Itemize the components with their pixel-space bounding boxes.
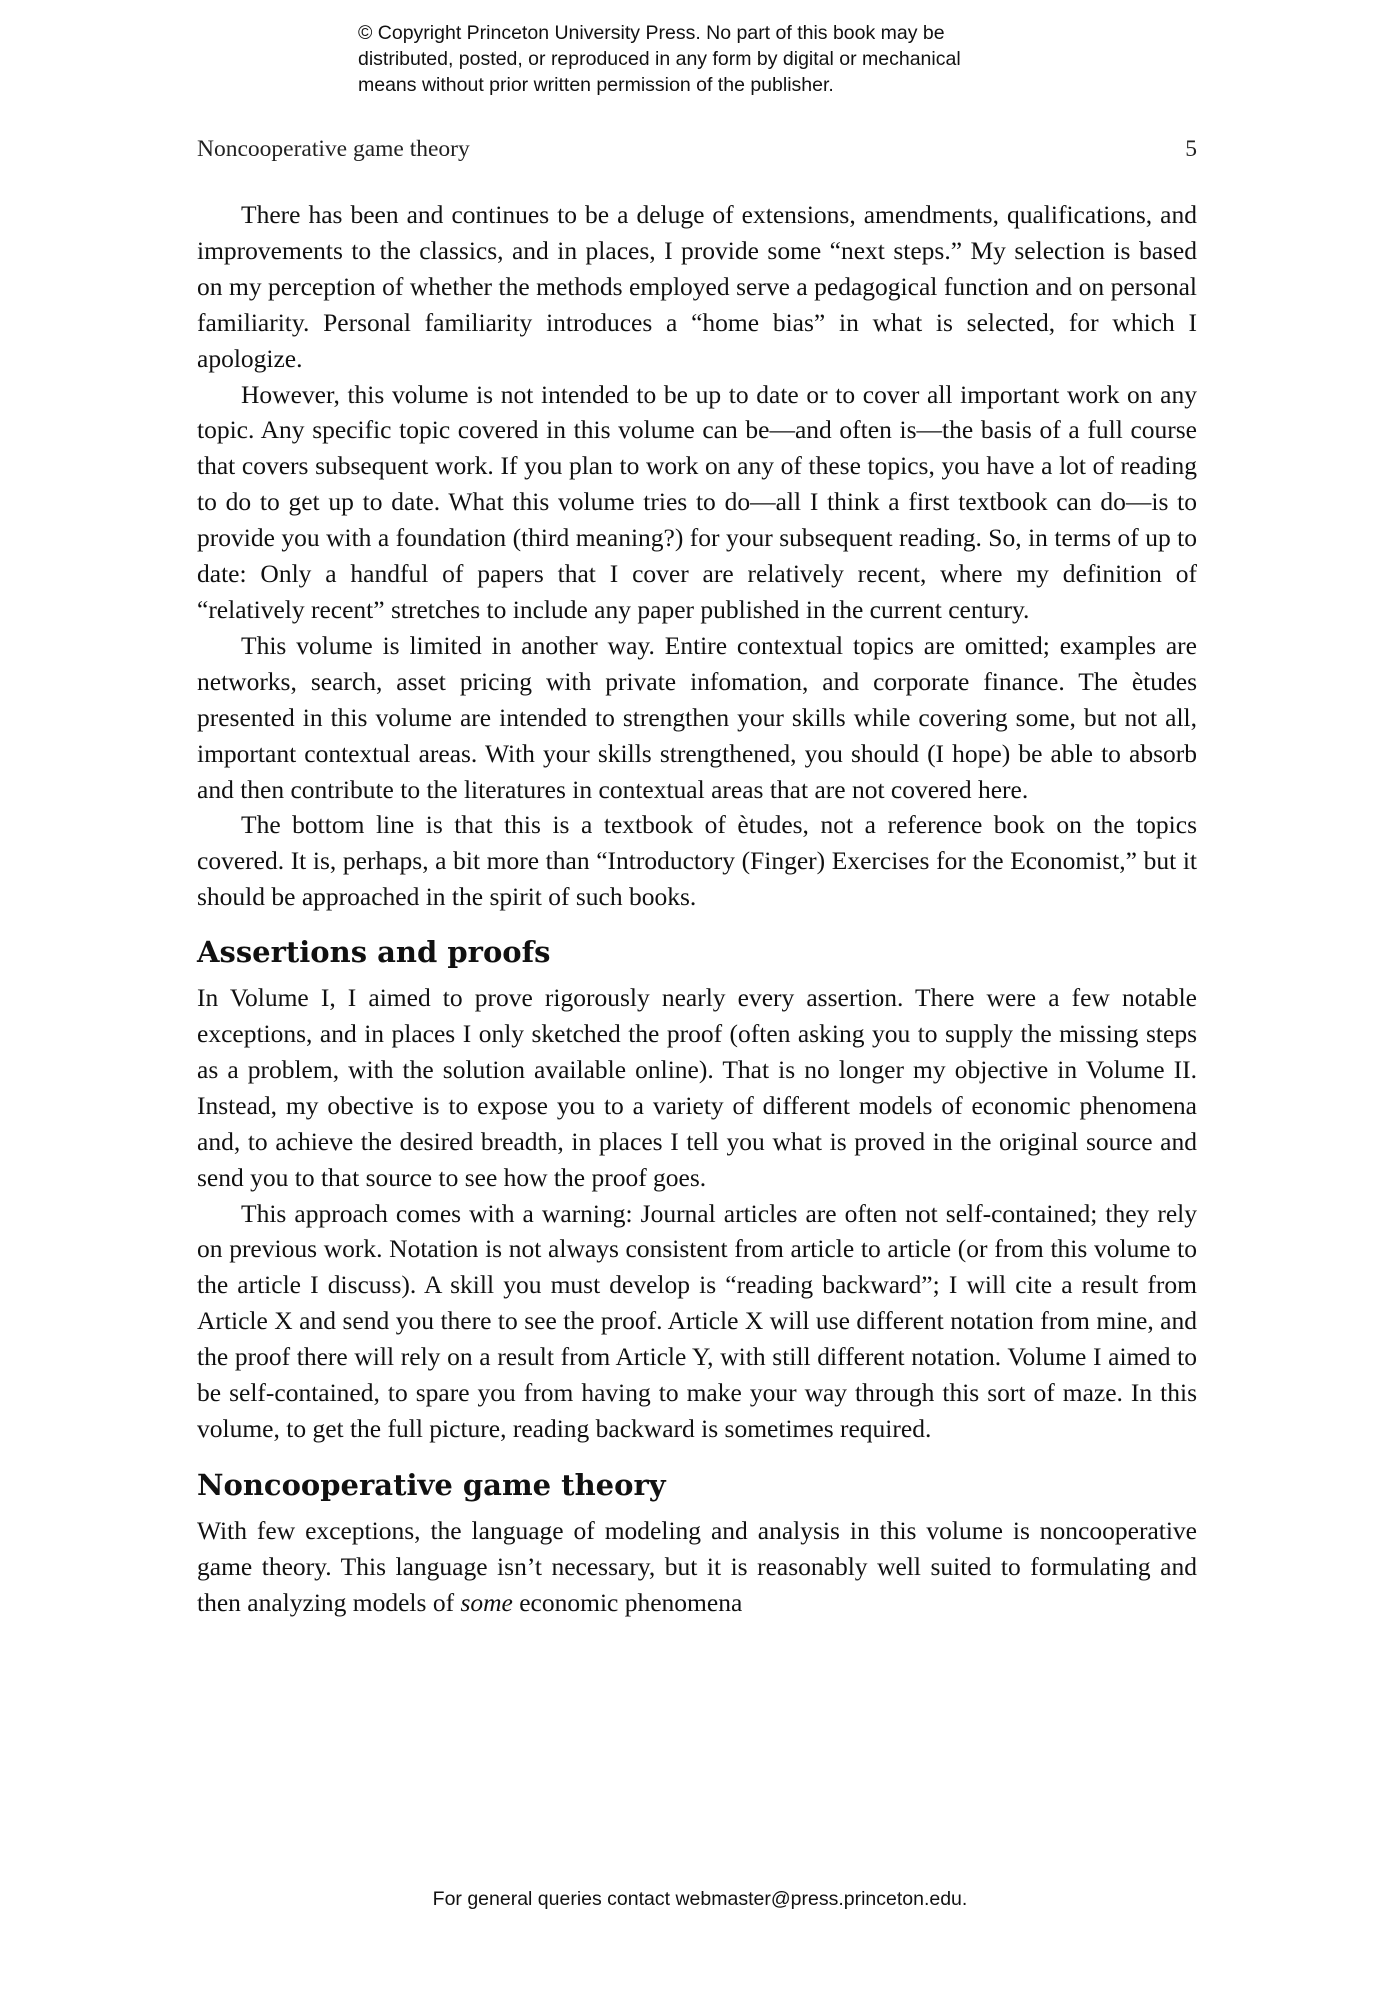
section-heading-assertions: Assertions and proofs [197,935,551,970]
paragraph [197,1513,1197,1621]
emphasis-text: some [460,1587,513,1617]
paragraph: However, this volume is not intended to be up to date or to cover all important work on any topic. Any specific topic covered in this volume can be—and often is—the basis of a full course that covers subsequent work. If you plan to work on any of these topics, you have a lot of reading to do to get up to date. What this volume tries to do—all I think a first textbook can do—is to provide you with a foundation (third meaning?) for your subsequent reading. So, in terms of up to date: Only a handful of papers that I cover are relatively recent, where my definition of “relatively recent” stretches to include any paper published in the current century. [197,379,1197,624]
paragraph: In Volume I, I aimed to prove rigorously nearly every assertion. There were a few notable exceptions, and in places I only sketched the proof (often asking you to supply the missing steps as a problem, with the solution available online). That is no longer my objective in Volume II. Instead, my obective is to expose you to a variety of different models of economic phenomena and, to achieve the desired breadth, in places I tell you what is proved in the original source and send you to that source to see how the proof goes. [197,983,1197,1192]
paragraph: The bottom line is that this is a textbook of ètudes, not a reference book on the topics covered. It is, perhaps, a bit more than “Introductory (Finger) Exercises for the Economist,” but it should be approached in the spirit of such books. [197,810,1197,912]
running-head-title: Noncooperative game theory [197,136,470,162]
running-head [197,136,1197,170]
paragraph-text: With few exceptions, the language of modeling and analysis in this volume is noncooperative game theory. This language isn’t necessary, but it is reasonably well suited to formulating and then analyzing models of [197,1515,1197,1617]
paragraph: This volume is limited in another way. Entire contextual topics are omitted; examples are networks, search, asset pricing with private infomation, and corporate finance. The ètudes presented in this volume are intended to strengthen your skills while covering some, but not all, important contextual areas. With your skills strengthened, you should (I hope) be able to absorb and then contribute to the literatures in contextual areas that are not covered here. [197,630,1197,804]
copyright-notice [358,20,1078,98]
footer-contact: For general queries contact webmaster@press.princeton.edu. [432,1888,968,1910]
copyright-line: means without prior written permission of the publisher. [358,74,834,96]
page-number: 5 [1185,136,1197,162]
paragraph: This approach comes with a warning: Journal articles are often not self-contained; they rely on previous work. Notation is not always consistent from article to article (or from this volume to the article I discuss). A skill you must develop is “reading backward”; I will cite a result from Article X and send you there to see the proof. Article X will use different notation from mine, and the proof there will rely on a result from Article Y, with still different notation. Volume I aimed to be self-contained, to spare you from having to make your way through this sort of maze. In this volume, to get the full picture, reading backward is sometimes required. [197,1198,1197,1443]
section-heading-noncooperative: Noncooperative game theory [197,1467,666,1502]
copyright-line: distributed, posted, or reproduced in any form by digital or mechanical [358,48,961,70]
page-body [197,197,1197,1621]
paragraph: There has been and continues to be a deluge of extensions, amendments, qualifications, and improvements to the classics, and in places, I provide some “next steps.” My selection is based on my perception of whether the methods employed serve a pedagogical function and on personal familiarity. Personal familiarity introduces a “home bias” in what is selected, for which I apologize. [197,200,1197,373]
paragraph-text: economic phenomena [512,1587,743,1617]
copyright-line: © Copyright Princeton University Press. No part of this book may be [358,22,945,44]
